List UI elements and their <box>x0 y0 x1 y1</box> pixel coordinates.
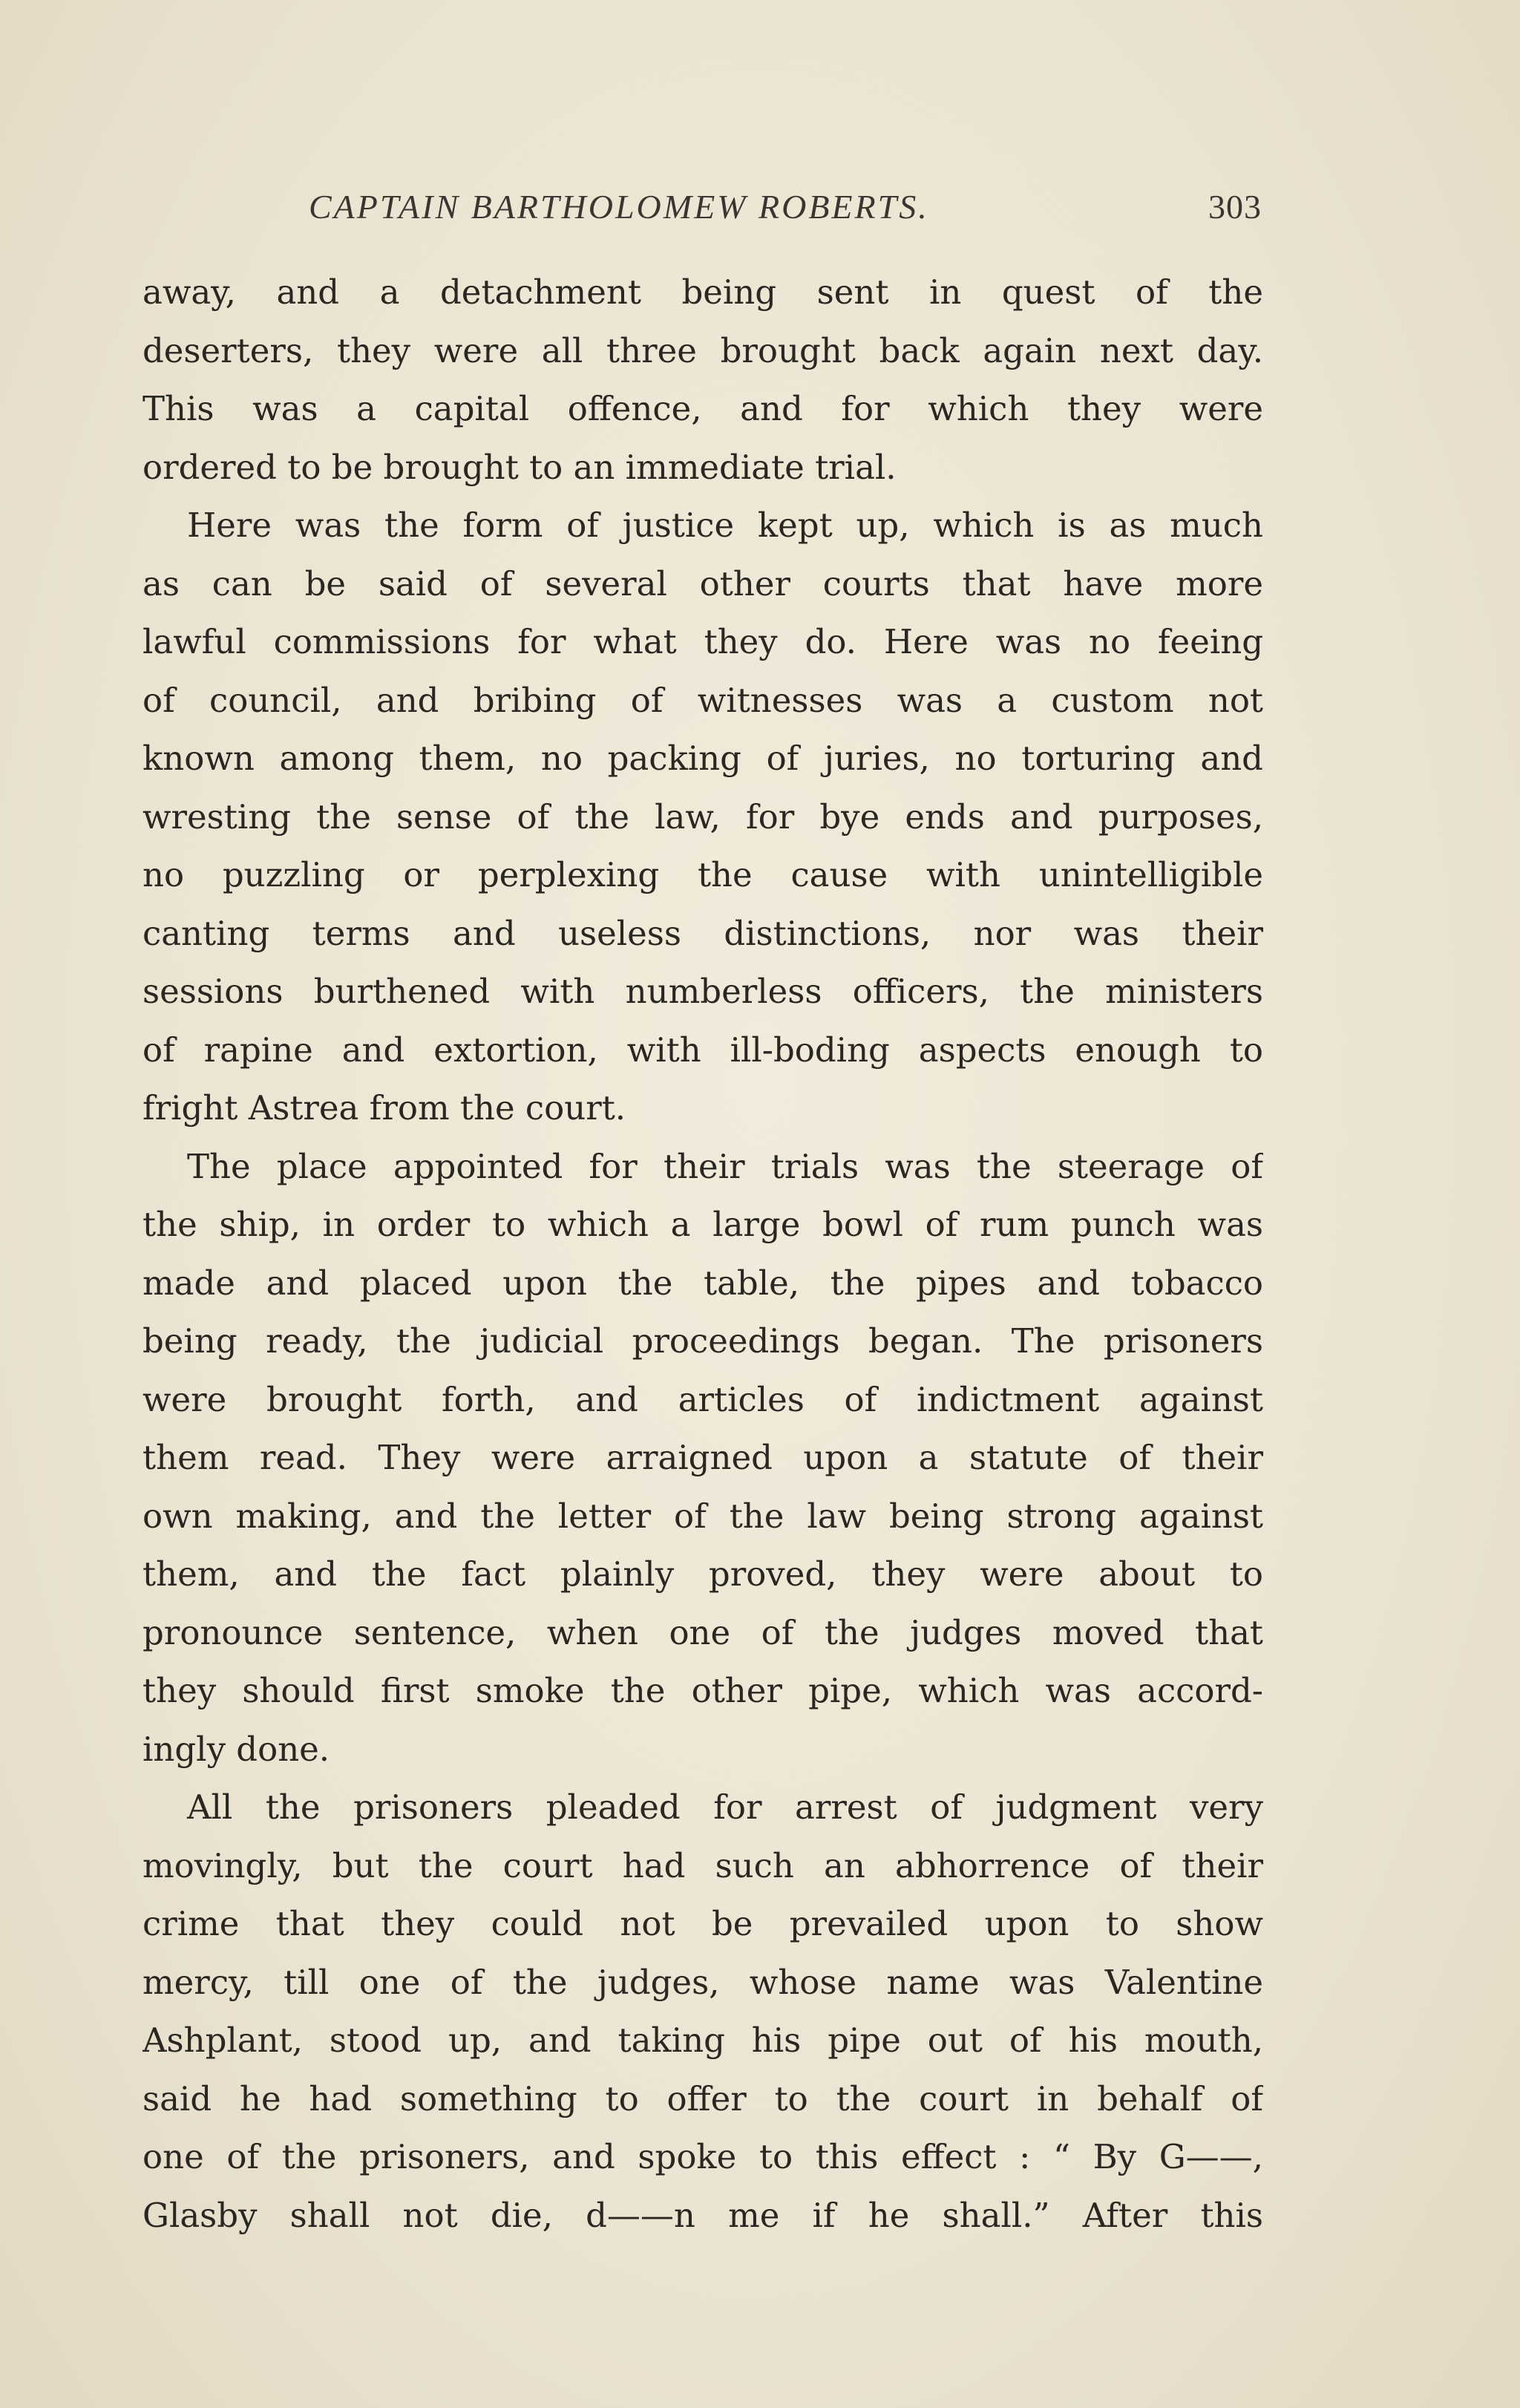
text-line: as can be said of several other courts that have more <box>142 563 1263 603</box>
text-line: crime that they could not be prevailed upon to show <box>142 1904 1263 1943</box>
text-line: wresting the sense of the law, for bye ends and purposes, <box>142 796 1263 837</box>
text-line: Ashplant, stood up, and taking his pipe out of his mouth, <box>142 2021 1263 2060</box>
text-line: of council, and bribing of witnesses was a custom not <box>142 680 1263 720</box>
text-line: The place appointed for their trials was the steerage of <box>187 1146 1263 1186</box>
text-line: lawful commissions for what they do. Here was no feeing <box>142 622 1263 661</box>
running-title: CAPTAIN BARTHOLOMEW ROBERTS. <box>309 188 929 226</box>
text-line: pronounce sentence, when one of the judges moved that <box>142 1612 1263 1652</box>
text-line: This was a capital offence, and for which they were <box>142 389 1263 428</box>
text-line: canting terms and useless distinctions, nor was their <box>142 913 1263 953</box>
text-line: Glasby shall not die, d——n me if he shall.” After this <box>142 2195 1263 2235</box>
text-line: fright Astrea from the court. <box>142 1088 626 1128</box>
paragraph <box>142 264 1263 497</box>
text-line: them, and the fact plainly proved, they were about to <box>142 1554 1263 1594</box>
text-line: made and placed upon the table, the pipes and tobacco <box>142 1263 1263 1303</box>
text-line: movingly, but the court had such an abhorrence of their <box>142 1845 1263 1885</box>
paragraph <box>142 1138 1263 1779</box>
text-line: no puzzling or perplexing the cause with unintelligible <box>142 855 1263 894</box>
text-line: known among them, no packing of juries, no torturing and <box>142 739 1263 778</box>
text-line: one of the prisoners, and spoke to this effect : “ By G——, <box>142 2137 1263 2176</box>
text-line: deserters, they were all three brought back again next day. <box>142 330 1263 370</box>
text-line: of rapine and extortion, with ill-boding aspects enough to <box>142 1030 1263 1070</box>
text-line: ingly done. <box>142 1729 330 1769</box>
body-text <box>142 264 1263 2245</box>
paragraph <box>142 497 1263 1138</box>
text-line: said he had something to offer to the court in behalf of <box>142 2078 1263 2119</box>
text-line: being ready, the judicial proceedings began. The prisoners <box>142 1321 1263 1361</box>
page-header <box>309 187 1262 232</box>
text-line: the ship, in order to which a large bowl of rum punch was <box>142 1205 1263 1244</box>
paragraph <box>142 1779 1263 2245</box>
text-line: ordered to be brought to an immediate trial. <box>142 447 897 487</box>
text-line: them read. They were arraigned upon a statute of their <box>142 1438 1263 1477</box>
text-line: they should first smoke the other pipe, which was accord- <box>142 1671 1263 1710</box>
text-line: sessions burthened with numberless officers, the ministers <box>142 972 1263 1011</box>
text-line: own making, and the letter of the law being strong against <box>142 1496 1263 1536</box>
page-number: 303 <box>1208 188 1262 226</box>
text-line: Here was the form of justice kept up, which is as much <box>187 506 1263 545</box>
text-line: away, and a detachment being sent in quest of the <box>142 272 1263 312</box>
text-line: All the prisoners pleaded for arrest of judgment very <box>187 1787 1263 1827</box>
text-line: mercy, till one of the judges, whose name was Valentine <box>142 1962 1263 2002</box>
text-line: were brought forth, and articles of indictment against <box>142 1379 1263 1419</box>
